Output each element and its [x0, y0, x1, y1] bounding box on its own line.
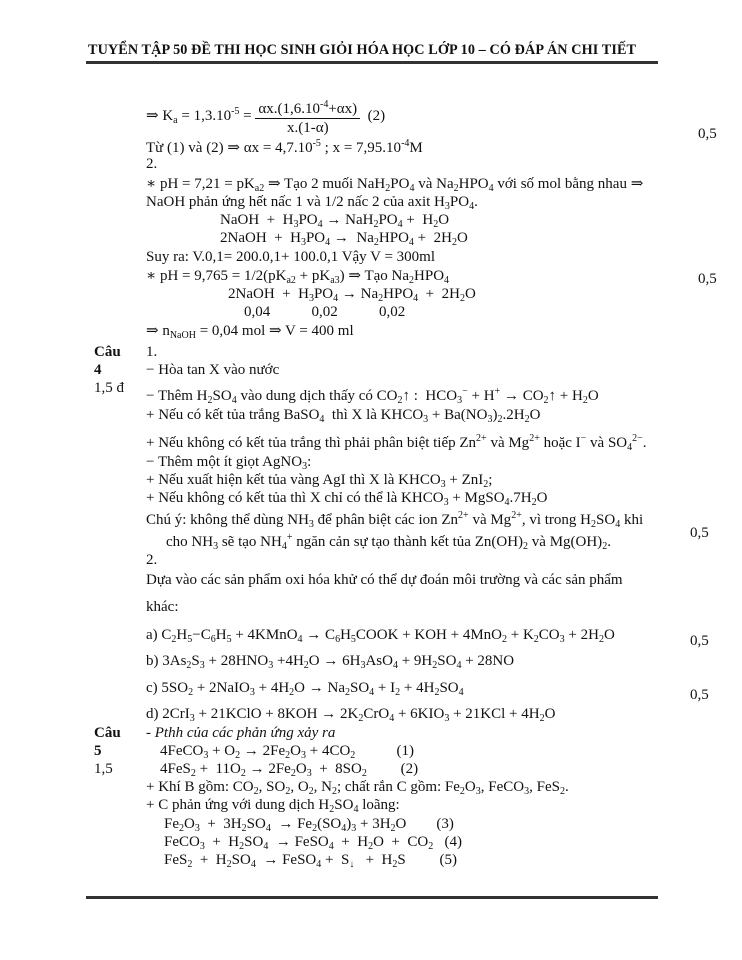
text-line: 2. — [146, 552, 158, 568]
equation: 2NaOH + $H_3PO_4 \to Na_2HPO_4 + 2H_2O$ — [220, 230, 468, 248]
text-line: + Nếu không có kết tủa thì X chỉ có thể là $KHCO_3$ + $MgSO_4.7H_2O$ — [146, 490, 548, 508]
text-line: ⇒ $n_{NaOH} = 0,04$ mol ⇒ V = 400 ml — [146, 323, 354, 341]
text-line: cho $NH_3$ sẽ tạo $NH_4^+$ ngăn cản sự tạo thành kết tủa $Zn(OH)_2$ và $Mg(OH)_2$. — [166, 532, 611, 552]
equation: 4FeCO$_3$ + $O_2 \to 2Fe_2O_3 + 4CO_2$ (1) — [160, 743, 415, 761]
header-rule — [86, 61, 658, 64]
equation: $FeS_2 + H_2SO_4$ → FeSO$_4$ + $S_↓ + H_2S$ (5) — [164, 852, 457, 870]
question-label: Câu — [94, 725, 121, 741]
question-label: Câu — [94, 344, 121, 360]
question-number: 4 — [94, 362, 102, 378]
text-line: + Nếu xuất hiện kết tủa vàng AgI thì X là $KHCO_3 + ZnI_2$; — [146, 472, 493, 490]
text-line: − Thêm một ít giọt AgNO$_3$: — [146, 454, 312, 472]
text-line: Suy ra: V.0,1= 200.0,1+ 100.0,1 Vậy V = 300ml — [146, 249, 436, 265]
question-points: 1,5 đ — [94, 380, 124, 396]
ka-equation: ⇒ $K_a = 1,3.10^{-5}$ = $\frac{\alpha x.(1,6.10^{-4}+\alpha x)}{x.(1-\alpha)}$ (2) — [146, 96, 385, 137]
reaction-c: c) $5SO_2$ + 2NaIO$_3$ + $4H_2O \to Na_2SO_4 + I_2 + 4H_2SO_4$ — [146, 680, 464, 698]
text-line: - Pthh của các phản ứng xảy ra — [146, 725, 336, 741]
text-line: Từ (1) và (2) ⇒ $\alpha x = 4,7.10^{-5}$ ; $x = 7,95.10^{-4}M$ — [146, 138, 423, 156]
score: 0,5 — [690, 687, 709, 703]
text-line: + Nếu có kết tủa trắng BaSO$_4$ thì X là $KHCO_3 + Ba(NO_3)_2.2H_2O$ — [146, 407, 541, 425]
text-line: khác: — [146, 599, 179, 615]
score: 0,5 — [698, 126, 717, 142]
text-line: Dựa vào các sản phẩm oxi hóa khử có thể dự đoán môi trường và các sản phẩm — [146, 572, 623, 588]
reaction-d: d) 2CrI$_3$ + 21KClO + $8KOH \to 2K_2CrO_4 + 6KIO_3 + 21KCl + 4H_2O$ — [146, 706, 556, 724]
equation: FeCO$_3$ + $H_2SO_4$ → FeSO$_4$ + $H_2O + CO_2$ (4) — [164, 834, 462, 852]
text-line: Chú ý: không thể dùng $NH_3$ để phân biệt các ion $Zn^{2+}$ và $Mg^{2+}$, vì trong $H_2SO_4$ khi — [146, 510, 644, 530]
equation: $Fe_2O_3 + 3H_2SO_4 \to Fe_2(SO_4)_3 + 3H_2O$ (3) — [164, 816, 454, 834]
text-line: − Thêm $H_2SO_4$ vào dung dịch thấy có $CO_2↑$ : $HCO_3^- + H^+$ → $CO_2↑ + H_2O$ — [146, 386, 599, 406]
document-header: TUYỂN TẬP 50 ĐỀ THI HỌC SINH GIỎI HÓA HỌC LỚP 10 – CÓ ĐÁP ÁN CHI TIẾT — [88, 42, 637, 58]
score: 0,5 — [698, 271, 717, 287]
text-line: ∗ pH = $7,21 = pK_{a2}$ ⇒ Tạo 2 muối $NaH_2PO_4$ và $Na_2HPO_4$ với số mol bằng nhau ⇒ — [146, 176, 644, 194]
text-line: + C phản ứng với dung dịch $H_2SO_4$ loãng: — [146, 797, 400, 815]
footer-rule — [86, 896, 658, 899]
text-line: 1. — [146, 344, 158, 360]
equation: 2NaOH + $H_3PO_4 \to Na_2HPO_4 + 2H_2O$ — [228, 286, 476, 304]
reaction-a: a) $C_2H_5-C_6H_5$ + 4KMnO$_4$ → $C_6H_5COOK$ + KOH + $4MnO_2 + K_2CO_3 + 2H_2O$ — [146, 627, 615, 645]
text-line: 2. — [146, 156, 158, 172]
mole-values: 0,04 0,02 0,02 — [244, 304, 406, 320]
text-line: ∗ pH = $9,765 = 1/2(pK_{a2} + pK_{a3})$ ⇒ Tạo $Na_2HPO_4$ — [146, 268, 450, 286]
score: 0,5 — [690, 633, 709, 649]
equation: $4FeS_2 + 11O_2 \to 2Fe_2O_3 + 8SO_2$ (2) — [160, 761, 419, 779]
text-line: − Hòa tan X vào nước — [146, 362, 280, 378]
text-line: NaOH phản ứng hết nấc 1 và 1/2 nấc 2 của axit $H_3PO_4$. — [146, 194, 478, 212]
equation: NaOH + $H_3PO_4 \to NaH_2PO_4 + H_2O$ — [220, 212, 450, 230]
text-line: + Khí B gồm: $CO_2$, $SO_2$, $O_2$, $N_2$; chất rắn C gồm: $Fe_2O_3$, FeCO$_3$, FeS$_2$. — [146, 779, 569, 797]
question-number: 5 — [94, 743, 102, 759]
score: 0,5 — [690, 525, 709, 541]
text-line: + Nếu không có kết tủa trắng thì phải phân biệt tiếp $Zn^{2+}$ và $Mg^{2+}$ hoặc I− và $SO_4^{2-}$. — [146, 433, 647, 453]
reaction-b: b) $3As_2S_3 + 28HNO_3 +4H_2O \to 6H_3AsO_4 + 9H_2SO_4 + 28NO$ — [146, 653, 515, 671]
question-points: 1,5 — [94, 761, 113, 777]
